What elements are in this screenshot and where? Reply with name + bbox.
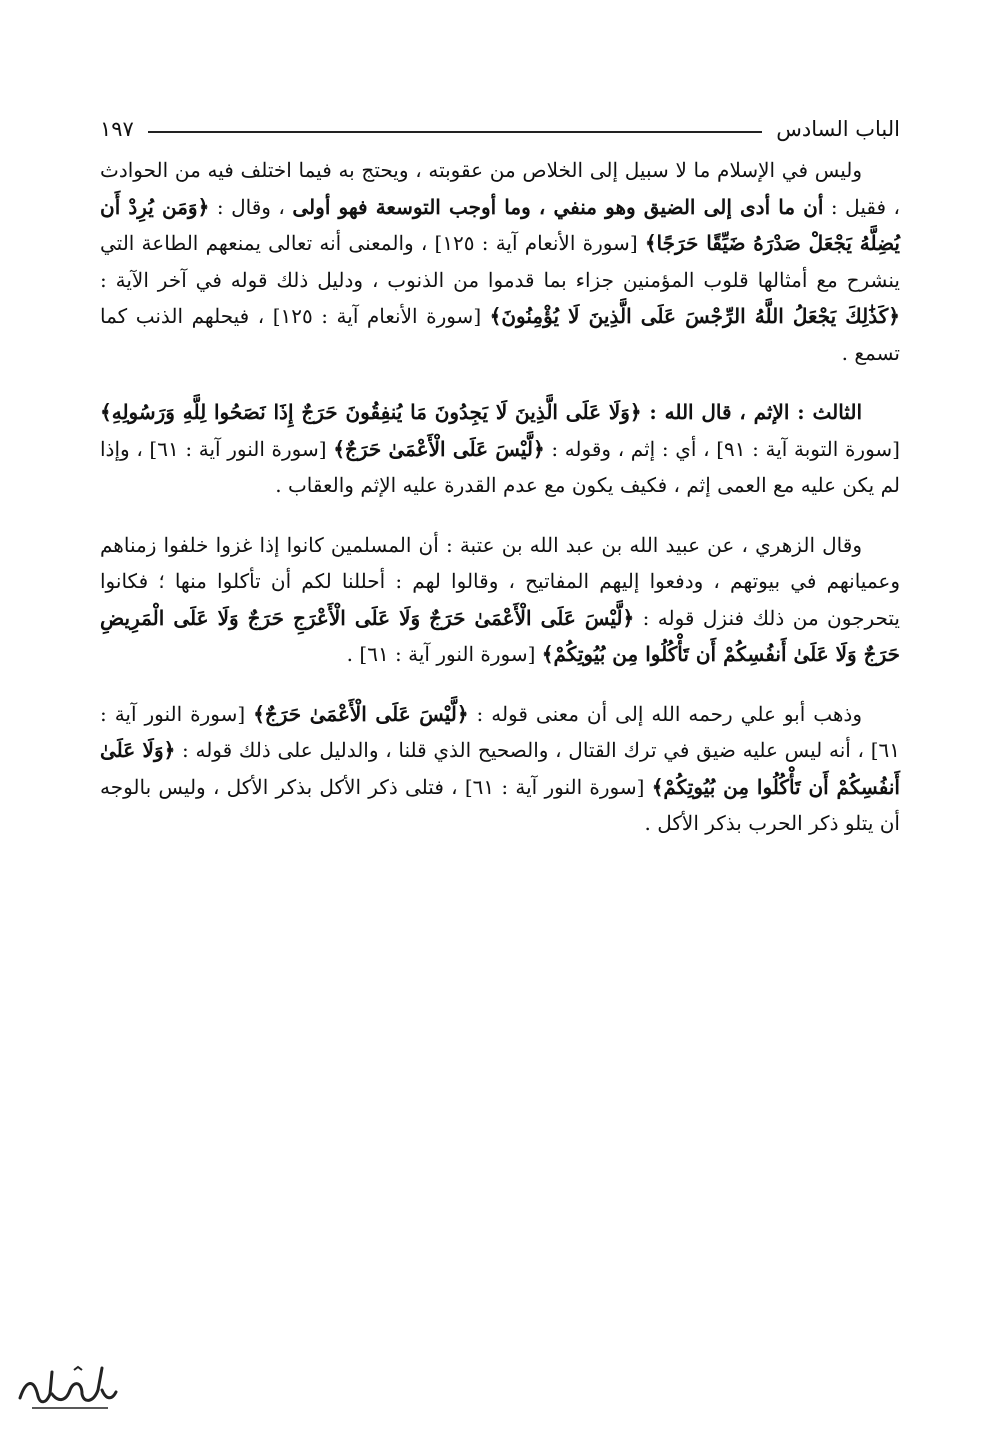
page-body <box>100 152 900 842</box>
watermark-logo-icon <box>12 1350 122 1420</box>
text-run: [سورة الأنعام آية : ١٢٥] ، فيحلهم الذنب كما تسمع . <box>100 304 900 365</box>
text-run: [سورة النور آية : ٦١] . <box>346 642 542 666</box>
header-rule <box>148 131 762 133</box>
paragraph <box>100 696 900 842</box>
chapter-title: الباب السادس <box>776 117 900 141</box>
text-run: [سورة التوبة آية : ٩١] ، أي : إثم ، وقوله : <box>544 436 900 461</box>
text-run: أن المسلمين كانوا إذا غزوا خلفوا زمناهم وعميانهم في بيوتهم ، ودفعوا إليهم المفاتيح ، وقالوا لهم : أحللنا لكم أن تأكلوا منها ؛ فكانوا يتحرجون من ذلك فنزل قوله : <box>100 532 900 630</box>
paragraph <box>100 394 900 504</box>
quran-verse: ﴿وَلَا عَلَى الَّذِينَ لَا يَجِدُونَ مَا يُنفِقُونَ حَرَجٌ إِذَا نَصَحُوا لِلَّهِ وَرَسُولِهِ﴾ <box>100 400 642 424</box>
text-run: أن ما أدى إلى الضيق وهو منفي ، وما أوجب التوسعة فهو أولى <box>292 194 824 219</box>
text-run: [سورة الأنعام آية : ١٢٥] ، والمعنى أنه تعالى يمنعهم الطاعة التي ينشرح مع أمثالها قلوب المؤمنين جزاء بما قدموا من الذنوب ، ودليل ذلك قوله في آخر الآية : <box>100 231 900 292</box>
page-number: ١٩٧ <box>100 117 134 141</box>
quran-verse: ﴿وَلَا عَلَىٰ أَنفُسِكُمْ أَن تَأْكُلُوا مِن بُيُوتِكُمْ﴾ <box>100 738 900 799</box>
quran-verse: ﴿كَذَٰلِكَ يَجْعَلُ اللَّهُ الرِّجْسَ عَلَى الَّذِينَ لَا يُؤْمِنُونَ﴾ <box>489 304 900 328</box>
quran-verse: ﴿لَّيْسَ عَلَى الْأَعْمَىٰ حَرَجٌ﴾ <box>253 701 469 726</box>
text-run: وليس في الإسلام ما لا سبيل إلى الخلاص من عقوبته ، ويحتج به فيما اختلف فيه من الحوادث ، فقيل : <box>100 158 901 219</box>
paragraph <box>100 152 900 371</box>
quran-verse: ﴿لَّيْسَ عَلَى الْأَعْمَىٰ حَرَجٌ﴾ <box>333 436 545 461</box>
paragraph <box>100 527 900 673</box>
text-run: [سورة النور آية : ٦١] ، فتلى ذكر الأكل بذكر الأكل ، وليس بالوجه أن يتلو ذكر الحرب بذكر الأكل . <box>100 774 900 835</box>
text-run: [سورة النور آية : ٦١] ، أنه ليس عليه ضيق في ترك القتال ، والصحيح الذي قلنا ، والدليل على ذلك قوله : <box>100 701 900 762</box>
text-run: [سورة النور آية : ٦١] ، وإذا لم يكن عليه مع العمى إثم ، فكيف يكون مع عدم القدرة عليه الإثم والعقاب . <box>100 436 900 497</box>
quran-verse: ﴿وَمَن يُرِدْ أَن يُضِلَّهُ يَجْعَلْ صَدْرَهُ ضَيِّقًا حَرَجًا﴾ <box>100 194 900 255</box>
text-run: ، وقال : <box>209 194 293 219</box>
quran-verse: ﴿لَّيْسَ عَلَى الْأَعْمَىٰ حَرَجٌ وَلَا عَلَى الْأَعْرَجِ حَرَجٌ وَلَا عَلَى الْمَرِيضِ حَرَجٌ وَلَا عَلَىٰ أَنفُسِكُمْ أَن تَأْكُلُوا مِن بُيُوتِكُمْ﴾ <box>100 605 900 666</box>
text-run: وقال الزهري ، عن عبيد الله بن عبد الله بن عتبة : <box>438 532 862 557</box>
text-run: الثالث : الإثم ، قال الله : <box>641 400 862 424</box>
text-run: وذهب أبو علي رحمه الله إلى أن معنى قوله : <box>468 701 862 726</box>
calligraphy-logo-icon <box>12 1350 122 1420</box>
page-header <box>100 112 900 146</box>
